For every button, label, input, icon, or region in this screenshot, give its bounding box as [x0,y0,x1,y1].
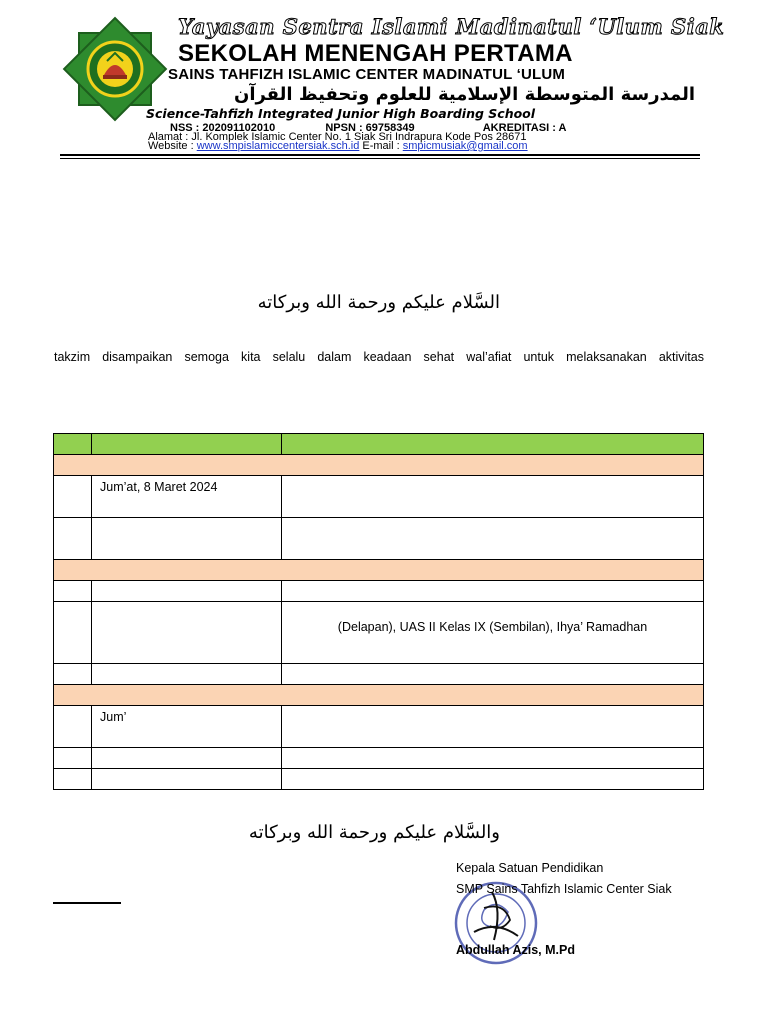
signatory-title: Kepala Satuan Pendidikan [456,861,604,875]
cell-day [92,664,282,685]
table-row [54,748,704,769]
header-cell-day [92,434,282,455]
cell-activity [282,581,704,602]
school-address: Alamat : Jl. Komplek Islamic Center No. 1 Siak Sri Indrapura Kode Pos 28671 [148,131,527,143]
table-row [54,769,704,790]
cell-activity [282,518,704,560]
cell-activity [282,664,704,685]
cell-activity [282,476,704,518]
section-cell [54,560,704,581]
contact-line [148,140,528,152]
cell-no [54,602,92,664]
closing-greeting: والسَّلام عليكم ورحمة الله وبركاته [248,822,500,843]
letterhead-divider [60,154,700,156]
table-row [54,664,704,685]
school-type: SEKOLAH MENENGAH PERTAMA [178,40,573,67]
table-header-row [54,434,704,455]
school-name: SAINS TAHFIZH ISLAMIC CENTER MADINATUL ‘ULUM [168,66,566,83]
email-label: E-mail : [362,140,400,152]
cell-no [54,518,92,560]
english-school-name: Science-Tahfizh Integrated Junior High Boarding School [146,106,536,121]
table-section-row [54,685,704,706]
arabic-school-name: المدرسة المتوسطة الإسلامية للعلوم وتحفيظ القرآن [233,84,695,105]
letterhead-divider-thin [60,158,700,159]
header-cell-activity [282,434,704,455]
table-row [54,706,704,748]
cell-activity [282,748,704,769]
cell-no [54,769,92,790]
nss-number: NSS : 202091102010 [170,122,276,134]
signatory-name: Abdullah Azis, M.Pd [456,943,575,957]
cell-no [54,706,92,748]
short-underline [53,902,121,904]
cell-day [92,769,282,790]
cell-activity [282,769,704,790]
schedule-table [53,433,704,790]
table-row [54,602,704,664]
cell-day [92,602,282,664]
email-link[interactable]: smpicmusiak@gmail.com [402,140,528,152]
signatory-organization: SMP Sains Tahfizh Islamic Center Siak [456,882,672,896]
cell-day [92,518,282,560]
body-paragraph: takzim disampaikan semoga kita selalu dalam keadaan sehat wal’afiat untuk melaksanakan aktivitas [54,350,704,364]
cell-no [54,476,92,518]
cell-no [54,664,92,685]
opening-greeting: السَّلام عليكم ورحمة الله وبركاته [257,292,500,313]
table-section-row [54,455,704,476]
table-row [54,476,704,518]
header-cell-no [54,434,92,455]
website-link[interactable]: www.smpislamiccentersiak.sch.id [196,140,360,152]
section-cell [54,455,704,476]
cell-activity-text: (Delapan), UAS II Kelas IX (Sembilan), Ihya’ Ramadhan [337,620,648,634]
cell-no [54,748,92,769]
cell-day [92,581,282,602]
table-section-row [54,560,704,581]
table-row [54,518,704,560]
cell-activity [282,706,704,748]
section-cell [54,685,704,706]
website-label: Website : [148,140,194,152]
accreditation: AKREDITASI : A [482,122,567,134]
npsn-number: NPSN : 69758349 [325,122,415,134]
cell-day: Jum’at, 8 Maret 2024 [92,476,282,518]
foundation-name: Yayasan Sentra Islami Madinatul ‘Ulum Siak [178,14,725,39]
cell-day: Jum’ [92,706,282,748]
cell-activity [282,602,704,664]
table-row [54,581,704,602]
cell-no [54,581,92,602]
cell-day [92,748,282,769]
